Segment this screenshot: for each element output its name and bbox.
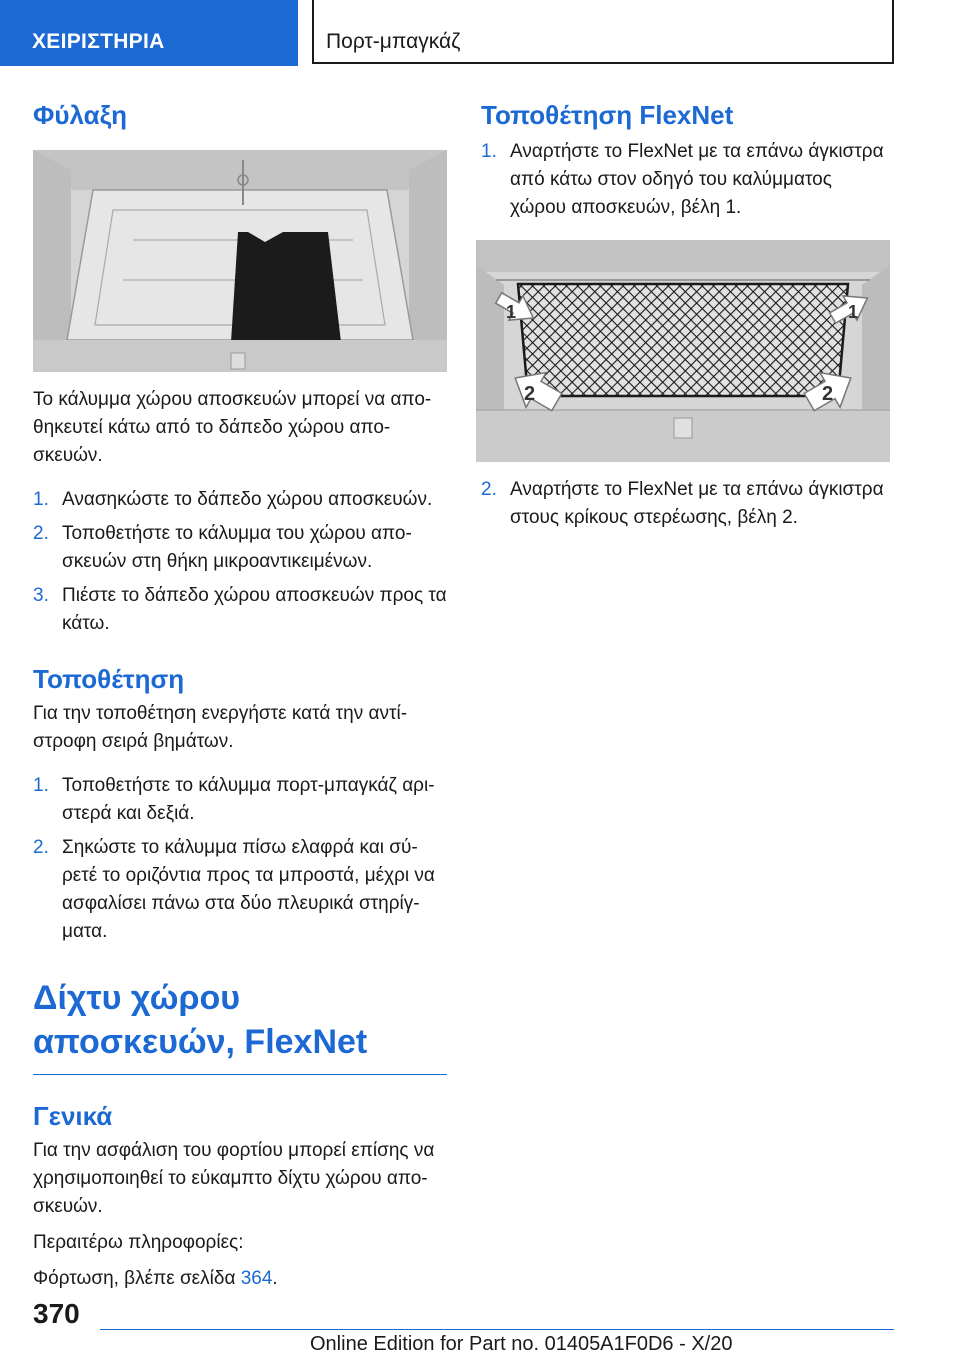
left-column	[33, 98, 447, 1293]
flexnet-heading: Δίχτυ χώρου αποσκευών, FlexNet	[33, 979, 368, 1061]
footer-edition: Online Edition for Part no. 01405A1F0D6 - X/20	[310, 1333, 733, 1355]
general-heading: Γενικά	[33, 1101, 113, 1131]
arrow-label: 1	[506, 302, 517, 322]
footer-divider	[100, 1329, 894, 1330]
cross-reference-text: Φόρτωση, βλέπε σελίδα	[33, 1268, 236, 1289]
storage-heading: Φύλαξη	[33, 100, 128, 130]
placement-intro: Για την τοποθέτηση ενεργήστε κατά την αντί-στροφη σειρά βημάτων.	[33, 703, 408, 752]
step-number: 3.	[33, 585, 49, 606]
list-item	[481, 138, 893, 222]
step-number: 2.	[33, 523, 49, 544]
cross-reference	[33, 1265, 447, 1293]
step-number: 1.	[481, 141, 497, 162]
list-item	[33, 772, 447, 828]
heading-divider	[33, 1074, 447, 1075]
arrow-label: 2	[524, 383, 536, 405]
list-item	[33, 834, 447, 946]
flexnet-placement-heading: Τοποθέτηση FlexNet	[481, 100, 734, 130]
list-item	[481, 476, 893, 532]
list-item	[33, 582, 447, 638]
step-number: 1.	[33, 489, 49, 510]
storage-steps	[33, 486, 447, 638]
step-number: 1.	[33, 775, 49, 796]
general-intro: Για την ασφάλιση του φορτίου μπορεί επίσης να χρησιμοποιηθεί το εύκαμπτο δίχτυ χώρου απο-σκευών.	[33, 1140, 435, 1217]
step-text: Αναρτήστε το FlexNet με τα επάνω άγκιστρα στους κρίκους στερέωσης, βέλη 2.	[510, 479, 884, 528]
flexnet-image	[476, 240, 890, 462]
placement-steps	[33, 772, 447, 946]
placement-heading: Τοποθέτηση	[33, 664, 185, 694]
step-text: Ανασηκώστε το δάπεδο χώρου αποσκευών.	[62, 489, 433, 510]
step-number: 2.	[481, 479, 497, 500]
trunk-floor-image	[33, 150, 447, 372]
right-column	[481, 98, 893, 532]
header-chapter-box	[312, 0, 894, 64]
step-text: Αναρτήστε το FlexNet με τα επάνω άγκιστρα από κάτω στον οδηγό του καλύμματος χώρου αποσκευών, βέλη 1.	[510, 141, 884, 218]
step-text: Τοποθετήστε το κάλυμμα πορτ-μπαγκάζ αρι-στερά και δεξιά.	[62, 775, 435, 824]
list-item	[33, 520, 447, 576]
step-text: Πιέστε το δάπεδο χώρου αποσκευών προς τα κάτω.	[62, 585, 447, 634]
storage-intro: Το κάλυμμα χώρου αποσκευών μπορεί να απο-θηκευτεί κάτω από το δάπεδο χώρου απο-σκευών.	[33, 389, 432, 466]
more-info-label: Περαιτέρω πληροφορίες:	[33, 1232, 244, 1253]
header-section-title: ΧΕΙΡΙΣΤΗΡΙΑ	[32, 30, 165, 53]
header-section-tab	[0, 0, 298, 66]
header-chapter-title: Πορτ-μπαγκάζ	[326, 30, 461, 53]
step-text: Σηκώστε το κάλυμμα πίσω ελαφρά και σύ-ρετέ το οριζόντια προς τα μπροστά, μέχρι να ασφαλίσει πάνω στα δύο πλευρικά στηρίγ-ματα.	[62, 837, 435, 942]
cross-reference-end: .	[272, 1268, 278, 1289]
arrow-label: 2	[822, 383, 834, 405]
page-link-364[interactable]: 364	[240, 1268, 273, 1289]
arrow-label: 1	[848, 302, 859, 322]
list-item	[33, 486, 447, 514]
step-text: Τοποθετήστε το κάλυμμα του χώρου απο-σκευών στη θήκη μικροαντικειμένων.	[62, 523, 412, 572]
page-number: 370	[33, 1298, 80, 1329]
step-number: 2.	[33, 837, 49, 858]
